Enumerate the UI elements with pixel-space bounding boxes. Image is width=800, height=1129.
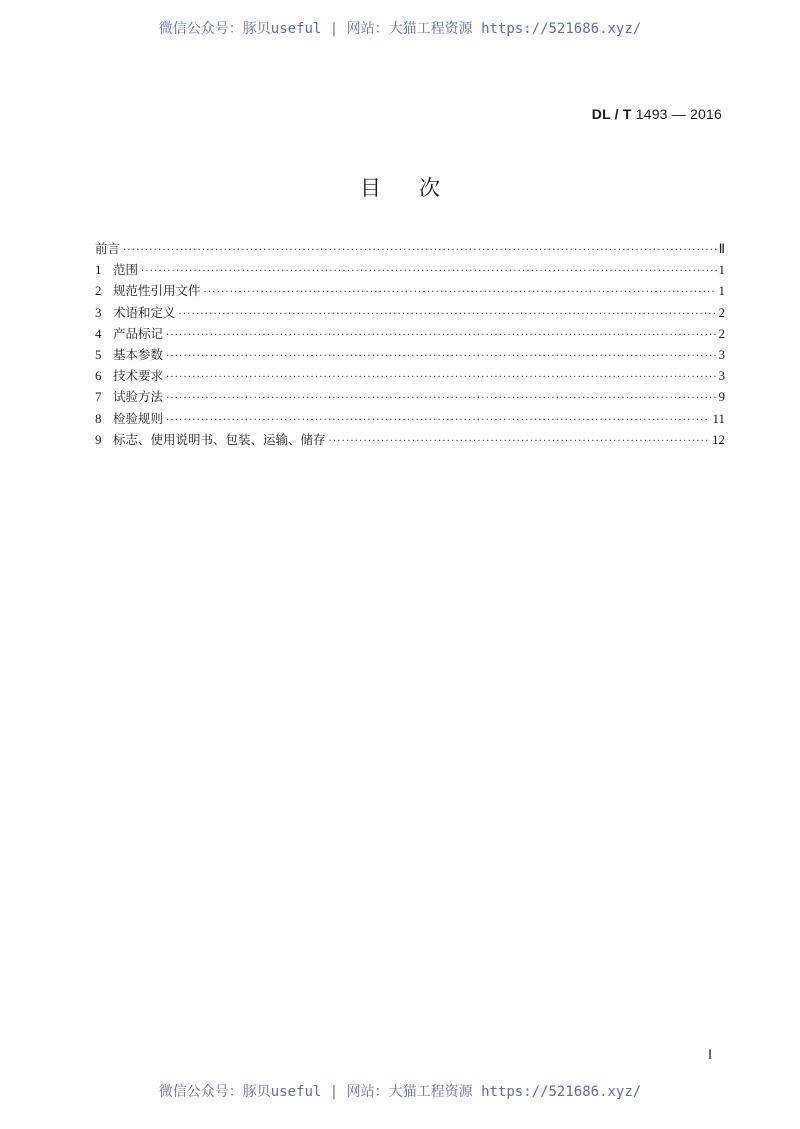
toc-entry-page: 3: [718, 346, 725, 362]
toc-entry-page: 1: [718, 262, 725, 278]
toc-leader-dots: [329, 431, 710, 452]
toc-entry-label: 术语和定义: [113, 304, 176, 320]
toc-entry-number: 3: [95, 304, 102, 320]
toc-entry-test-methods[interactable]: [95, 386, 725, 407]
toc-leader-dots: [166, 367, 716, 388]
toc-entry-foreword[interactable]: [95, 238, 725, 259]
toc-entry-page: 9: [718, 389, 725, 405]
toc-entry-normative-references[interactable]: [95, 280, 725, 301]
toc-entry-label: 规范性引用文件: [113, 283, 201, 299]
page-number: Ⅰ: [708, 1047, 712, 1062]
standard-number: 1493 — 2016: [635, 106, 722, 122]
toc-title: 目次: [360, 176, 478, 200]
standard-code: [592, 106, 722, 122]
toc-entry-label: 产品标记: [113, 325, 164, 341]
toc-leader-dots: [204, 282, 717, 303]
toc-entry-label: 范围: [113, 262, 139, 278]
watermark-top: 微信公众号：豚贝useful | 网站：大猫工程资源 https://521686.xyz/: [158, 21, 642, 37]
toc-leader-dots: [166, 346, 716, 367]
toc-entry-label: 技术要求: [113, 368, 164, 384]
standard-prefix: DL / T: [591, 106, 632, 122]
toc-entry-label: 试验方法: [113, 389, 164, 405]
toc-entry-number: 2: [95, 283, 102, 299]
toc-entry-product-marking[interactable]: [95, 323, 725, 344]
toc-entry-label: 标志、使用说明书、包装、运输、储存: [113, 431, 326, 447]
toc-entry-number: 4: [95, 325, 102, 341]
toc-entry-number: 8: [95, 410, 102, 426]
toc-leader-dots: [166, 325, 716, 346]
toc-entry-number: 9: [95, 431, 102, 447]
toc-entry-terms-definitions[interactable]: [95, 302, 725, 323]
toc-entry-label: 前言: [95, 241, 121, 256]
toc-entry-basic-parameters[interactable]: [95, 344, 725, 365]
toc-entry-scope[interactable]: [95, 259, 725, 280]
toc-leader-dots: [166, 410, 710, 431]
table-of-contents: [95, 238, 725, 450]
toc-entry-page: 12: [712, 431, 725, 447]
toc-entry-technical-requirements[interactable]: [95, 365, 725, 386]
toc-leader-dots: [166, 388, 716, 409]
toc-entry-label: 基本参数: [113, 346, 164, 362]
toc-entry-number: 1: [95, 262, 102, 278]
toc-entry-inspection-rules[interactable]: [95, 408, 725, 429]
toc-entry-page: 2: [718, 325, 725, 341]
toc-entry-page: 1: [718, 283, 725, 299]
toc-entry-page: 11: [712, 410, 725, 426]
toc-leader-dots: [123, 240, 717, 261]
toc-leader-dots: [179, 304, 717, 325]
toc-entry-marking-packaging[interactable]: [95, 429, 725, 450]
toc-entry-number: 7: [95, 389, 102, 405]
toc-entry-page: 2: [718, 304, 725, 320]
toc-entry-number: 6: [95, 368, 102, 384]
toc-entry-page: Ⅱ: [718, 241, 725, 256]
toc-entry-label: 检验规则: [113, 410, 164, 426]
toc-entry-page: 3: [718, 368, 725, 384]
toc-leader-dots: [141, 261, 716, 282]
toc-entry-number: 5: [95, 346, 102, 362]
watermark-bottom: 微信公众号：豚贝useful | 网站：大猫工程资源 https://521686.xyz/: [158, 1084, 642, 1100]
